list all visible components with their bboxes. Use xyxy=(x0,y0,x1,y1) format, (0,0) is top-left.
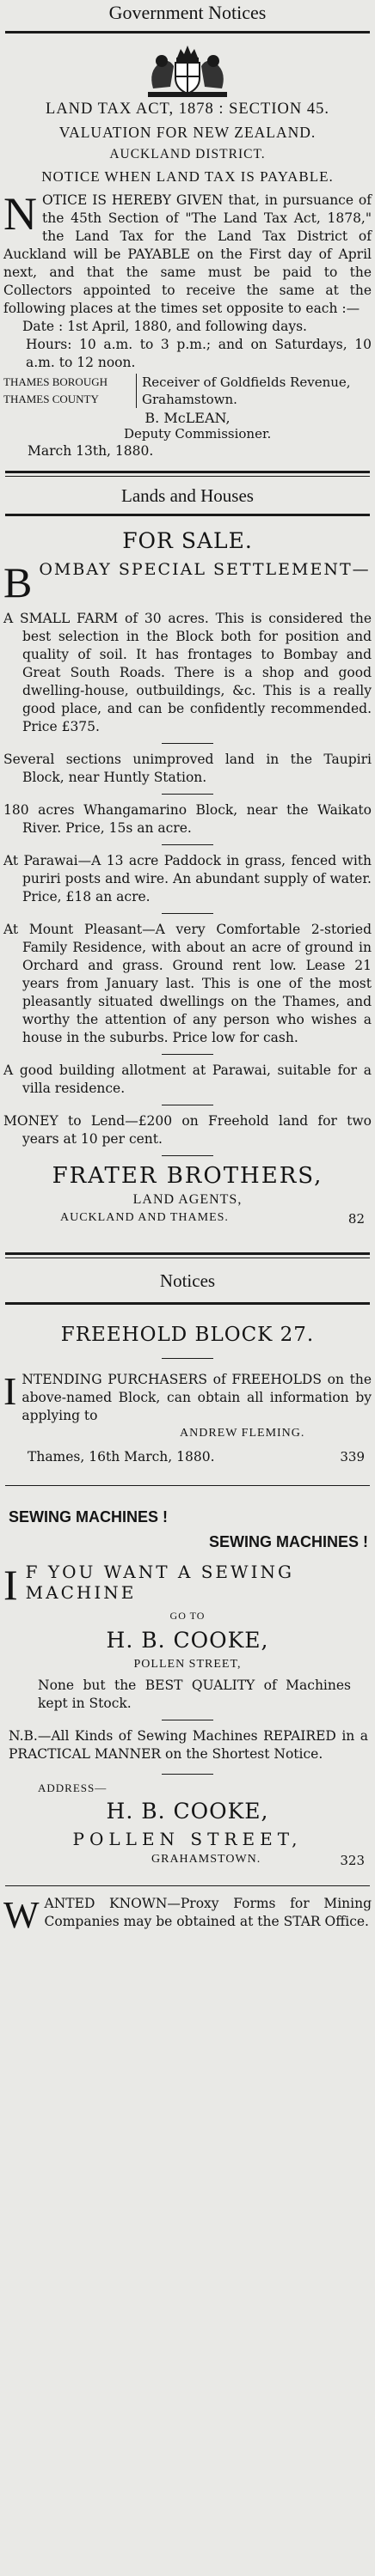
notice-date: Date : 1st April, 1880, and following days. xyxy=(22,319,307,334)
signer-name: B. McLEAN, xyxy=(144,410,231,426)
intending-text: NTENDING PURCHASERS of FREEHOLDS on the above-named Block, can obtain all information by applying to xyxy=(22,1372,372,1423)
drop-cap: W xyxy=(3,1894,40,1936)
notice-body xyxy=(3,188,372,318)
divider xyxy=(5,1885,370,1886)
section-header-notices: Notices xyxy=(159,1270,216,1291)
divider xyxy=(162,1358,213,1359)
want-heading xyxy=(3,1561,372,1609)
drop-cap: N xyxy=(3,188,37,240)
ad-ref: 82 xyxy=(347,1211,365,1227)
money-to-lend: MONEY to Lend—£200 on Freehold land for two years at 10 per cent. xyxy=(3,1113,372,1147)
building-allotment: A good building allotment at Parawai, suitable for a villa residence. xyxy=(3,1063,372,1096)
place-borough: THAMES BOROUGH xyxy=(3,375,108,388)
pollen-street-2: POLLEN STREET, xyxy=(72,1829,303,1849)
land-agents: LAND AGENTS, xyxy=(132,1192,243,1207)
section-rule xyxy=(5,1252,370,1258)
divider xyxy=(5,1485,370,1486)
nb-repairs: N.B.—All Kinds of Sewing Machines REPAIRED in a PRACTICAL MANNER on the Shortest Notice. xyxy=(9,1728,368,1762)
pollen-street: POLLEN STREET, xyxy=(133,1658,242,1671)
divider xyxy=(162,1054,213,1055)
fleming: ANDREW FLEMING. xyxy=(180,1427,305,1440)
ad-ref: 323 xyxy=(340,1853,365,1868)
drop-cap: B xyxy=(3,558,34,606)
grahamstown: GRAHAMSTOWN. xyxy=(151,1853,261,1866)
freehold-block-title: FREEHOLD BLOCK 27. xyxy=(60,1324,315,1346)
notice-dated: Thames, 16th March, 1880. xyxy=(28,1449,215,1465)
gov-dated: March 13th, 1880. xyxy=(28,443,154,459)
ad-ref: 339 xyxy=(340,1449,365,1465)
divider xyxy=(162,913,213,914)
receiver: Receiver of Goldfields Revenue, Grahamstown. xyxy=(142,375,351,407)
section-rule xyxy=(5,471,370,477)
place-county: THAMES COUNTY xyxy=(3,393,99,405)
divider xyxy=(162,794,213,795)
divider xyxy=(162,743,213,744)
act-title: LAND TAX ACT, 1878 : SECTION 45. xyxy=(46,100,329,118)
district-title: AUCKLAND DISTRICT. xyxy=(109,147,266,161)
drop-cap: I xyxy=(3,1369,17,1413)
section-header-lands: Lands and Houses xyxy=(121,485,254,506)
divider xyxy=(162,1774,213,1775)
collector-table xyxy=(3,374,372,408)
bombay-heading xyxy=(3,558,372,606)
coat-of-arms-icon xyxy=(136,42,239,99)
divider xyxy=(162,844,213,845)
sections: Several sections unimproved land in the Taupiri Block, near Huntly Station. xyxy=(3,752,372,785)
want-text: F YOU WANT A SEWING MACHINE xyxy=(25,1562,294,1603)
notice-text: OTICE IS HEREBY GIVEN that, in pursuance of the 45th Section of "The Land Tax Act, 1878," the Land Tax for the Land Tax District of Auckland will be PAYABLE on the First day of April next, and that the same must be paid to the Collectors appointed to receive the same at the following places at the times set opposite to each :— xyxy=(3,192,372,316)
section-header-government: Government Notices xyxy=(108,2,267,23)
section-rule xyxy=(5,1302,370,1305)
go-to: GO TO xyxy=(169,1610,206,1622)
sewing-heading-1: SEWING MACHINES ! xyxy=(9,1508,169,1526)
wanted-known xyxy=(3,1894,372,1936)
divider xyxy=(162,1155,213,1156)
notice-hours: Hours: 10 a.m. to 3 p.m.; and on Saturdays, 10 a.m. to 12 noon. xyxy=(26,337,372,370)
best-quality: None but the BEST QUALITY of Machines kept in Stock. xyxy=(38,1678,351,1711)
signer-title: Deputy Commissioner. xyxy=(124,426,272,442)
section-rule xyxy=(5,31,370,33)
valuation-title: VALUATION FOR NEW ZEALAND. xyxy=(58,124,317,141)
newspaper-column xyxy=(3,0,372,1936)
address-label: ADDRESS— xyxy=(38,1781,108,1794)
parawai-paddock: At Parawai—A 13 acre Paddock in grass, fenced with puriri posts and wire. An abundant supply of water. Price, £18 an acre. xyxy=(3,853,372,904)
firm-name: FRATER BROTHERS, xyxy=(52,1163,323,1189)
bombay-text: OMBAY SPECIAL SETTLEMENT— xyxy=(39,560,371,579)
intending-body xyxy=(3,1371,372,1425)
notice-title: NOTICE WHEN LAND TAX IS PAYABLE. xyxy=(41,168,334,185)
cooke-name: H. B. COOKE, xyxy=(106,1628,269,1653)
cooke-name-2: H. B. COOKE, xyxy=(106,1799,269,1824)
mount-pleasant: At Mount Pleasant—A very Comfortable 2-storied Family Residence, with about an acre of ground in Orchard and grass. Ground rent low. Lease 21 years from January last. This is one of the most pleasantly situated dwellings on the Thames, and worthy the attention of any person who wishes a house in the suburbs. Price low for cash. xyxy=(3,922,372,1045)
section-rule xyxy=(5,514,370,516)
small-farm: A SMALL FARM of 30 acres. This is considered the best selection in the Block both for position and quality of soil. It has frontages to Bombay and Great South Roads. There is a shop and good dwelling-house, outbuildings, &c. This is a really good place, and can be confidently recommended. Price £375. xyxy=(3,611,372,734)
royal-crest xyxy=(3,42,372,99)
for-sale-title: FOR SALE. xyxy=(122,528,253,553)
sewing-heading-2: SEWING MACHINES ! xyxy=(208,1533,368,1550)
drop-cap: I xyxy=(3,1561,21,1609)
wanted-text: ANTED KNOWN—Proxy Forms for Mining Companies may be obtained at the STAR Office. xyxy=(44,1896,372,1929)
whangamarino: 180 acres Whangamarino Block, near the Waikato River. Price, 15s an acre. xyxy=(3,802,372,836)
firm-towns: AUCKLAND AND THAMES. xyxy=(60,1211,229,1224)
